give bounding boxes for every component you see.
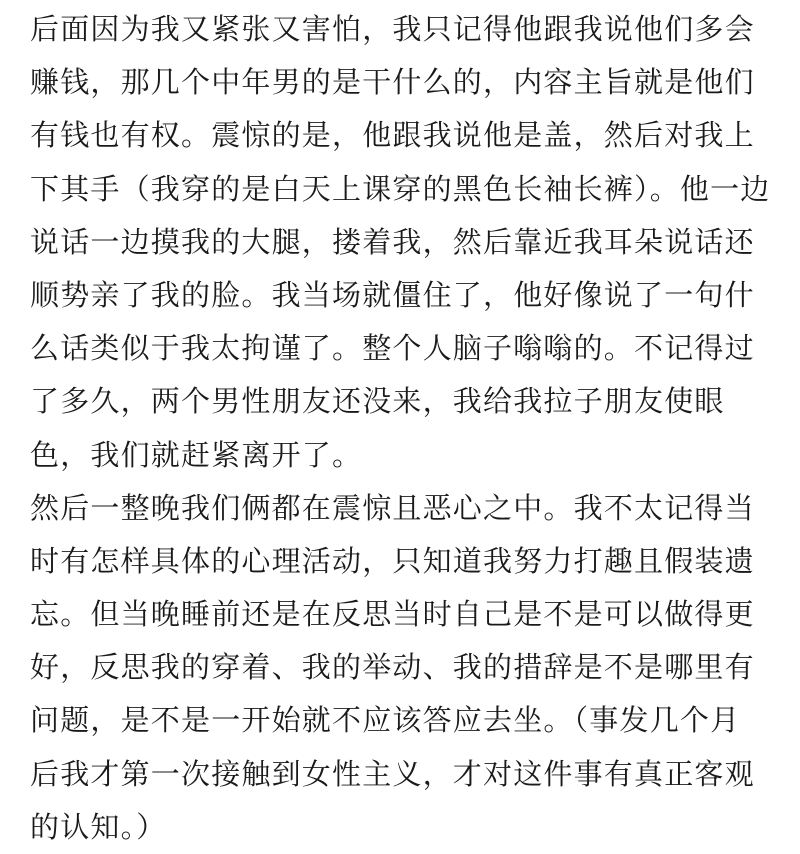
text-line: 问题，是不是一开始就不应该答应去坐。（事发几个月 [30, 703, 741, 738]
text-line: 好，反思我的穿着、我的举动、我的措辞是不是哪里有 [30, 650, 755, 685]
paragraph-2 [30, 482, 780, 854]
text-line: 了多久，两个男性朋友还没来，我给我拉子朋友使眼 [30, 384, 725, 419]
text-line: 色，我们就赶紧离开了。 [30, 437, 363, 472]
text-line: 时有怎样具体的心理活动，只知道我努力打趣且假装遗 [30, 543, 755, 578]
text-line: 后我才第一次接触到女性主义，才对这件事有真正客观 [30, 756, 755, 791]
article-body [30, 3, 780, 854]
text-line: 有钱也有权。震惊的是，他跟我说他是盖，然后对我上 [30, 118, 755, 153]
text-line: 的认知。） [30, 809, 167, 844]
text-line: 忘。但当晚睡前还是在反思当时自己是不是可以做得更 [30, 597, 755, 632]
paragraph-1 [30, 3, 780, 482]
text-line: 说话一边摸我的大腿，搂着我，然后靠近我耳朵说话还 [30, 224, 755, 259]
text-line: 顺势亲了我的脸。我当场就僵住了，他好像说了一句什 [30, 277, 755, 312]
text-line: 么话类似于我太拘谨了。整个人脑子嗡嗡的。不记得过 [30, 331, 755, 366]
text-line: 赚钱，那几个中年男的是干什么的，内容主旨就是他们 [30, 65, 755, 100]
text-line: 然后一整晚我们俩都在震惊且恶心之中。我不太记得当 [30, 490, 755, 525]
text-line: 后面因为我又紧张又害怕，我只记得他跟我说他们多会 [30, 12, 755, 46]
text-line: 下其手（我穿的是白天上课穿的黑色长袖长裤）。他一边 [30, 171, 771, 206]
